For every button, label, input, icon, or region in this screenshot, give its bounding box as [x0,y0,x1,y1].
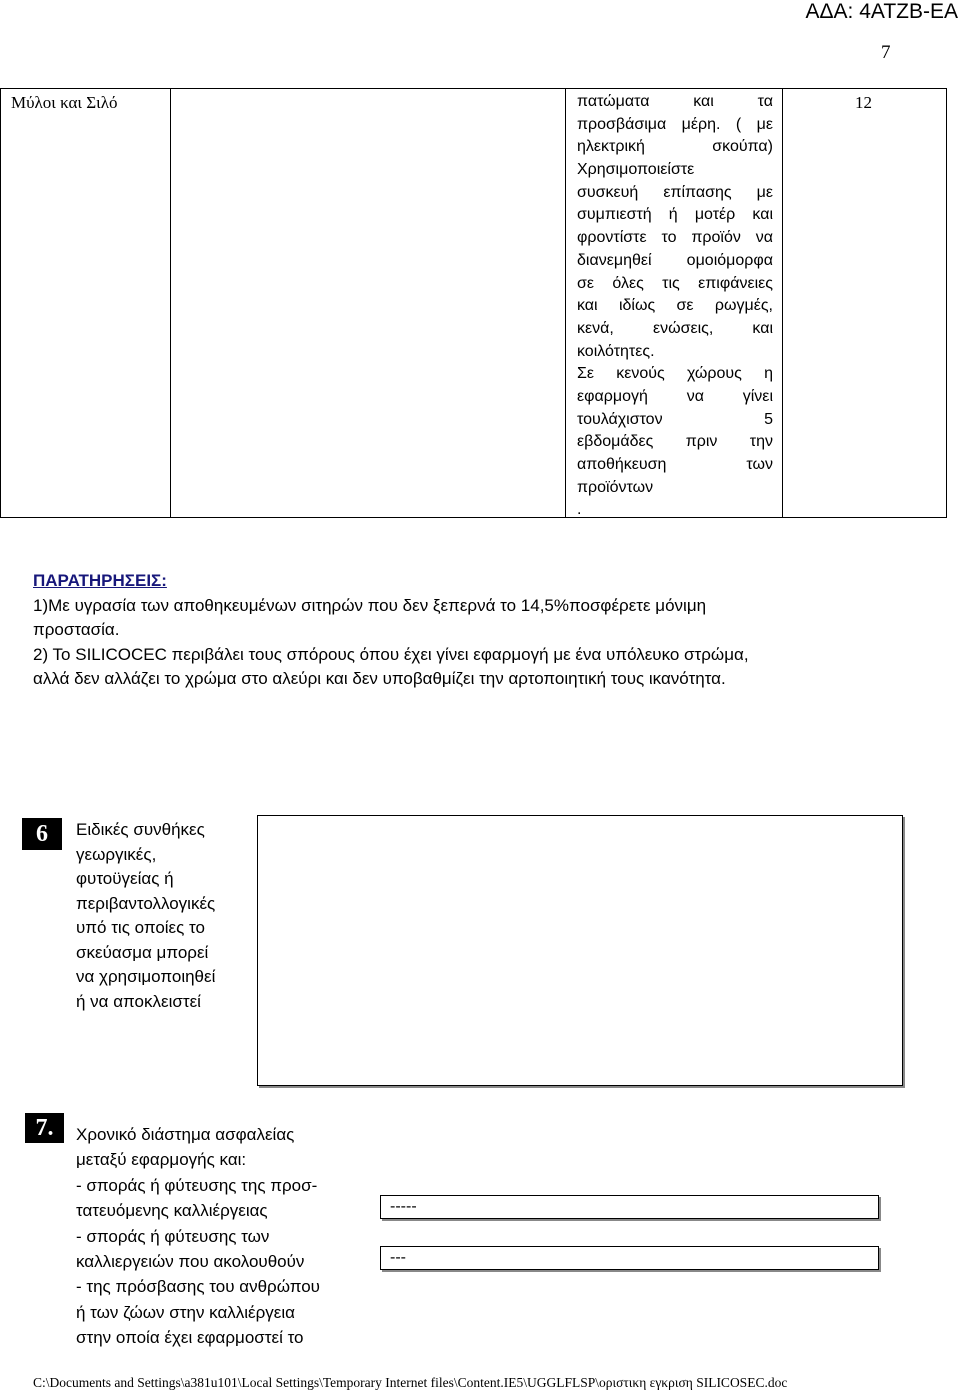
section-7-label [76,1122,376,1351]
section-6-line: φυτοϋγείας ή [76,869,174,888]
instruction-line: . [577,501,582,519]
section-6-text-box[interactable] [257,815,903,1086]
instruction-line: κοιλότητες. [577,342,655,360]
instruction-line: πατώματα και τα [577,93,773,110]
instruction-line: διανεμηθεί ομοιόμορφα [577,251,773,269]
remark-line: αλλά δεν αλλάζει το χρώμα στο αλεύρι και δεν υποβαθμίζει την αρτοποιητική τους ικανότητα. [33,669,726,688]
section-7-line: - σποράς ή φύτευσης των [76,1226,270,1246]
remarks-section [33,569,913,692]
instruction-line: εβδομάδες πριν την [577,433,773,451]
instruction-line: φροντίστε το προϊόν να [577,229,773,247]
section-7-line: Χρονικό διάστημα ασφαλείας [76,1125,295,1144]
instruction-line: και ιδίως σε ρωγμές, [577,297,773,315]
page-number: 7 [881,42,891,63]
instruction-line: σε όλες τις επιφάνειες [577,274,773,292]
section-6-number: 6 [22,818,62,850]
instruction-line: προσβάσιμα μέρη. ( με [577,115,773,133]
instruction-line: αποθήκευση των [577,456,773,473]
following-crops-interval-field[interactable]: --- [380,1246,879,1270]
instruction-line: ηλεκτρική σκούπα) [577,138,773,156]
instructions-text [577,91,773,522]
section-6-line: γεωργικές, [76,844,157,864]
table-cell-crop [0,88,170,518]
remarks-title: ΠΑΡΑΤΗΡΗΣΕΙΣ: [33,571,167,590]
section-7-line: τατευόμενης καλλιέργειας [76,1201,268,1221]
section-7-line: καλλιεργειών που ακολουθούν [76,1252,305,1272]
remark-line: 2) Το SILICOCEC περιβάλει τους σπόρους όπου έχει γίνει εφαρμογή με ένα υπόλευκο στρώμα, [33,644,749,664]
section-6-line: να χρησιμοποιηθεί [76,967,216,986]
protected-crop-interval-field[interactable]: ----- [380,1195,879,1219]
section-6-line: περιβαντολλογικές [76,893,216,913]
section-6-line: Ειδικές συνθήκες [76,820,205,839]
footer-file-path: C:\Documents and Settings\a381u101\Local Settings\Temporary Internet files\Content.IE5\UGGLFLSP\οριστικη εγκριση SILICOSEC.doc [33,1375,788,1390]
table-cell-empty [170,88,565,518]
instruction-line: τουλάχιστον 5 [577,410,773,428]
ada-code: ΑΔΑ: 4ΑΤΖΒ-ΕΑ [805,0,958,23]
instruction-line: κενά, ενώσεις, και [577,319,773,337]
instruction-line: εφαρμογή να γίνει [577,387,773,405]
instruction-line: Χρησιμοποιείστε [577,161,695,179]
section-7-line: ή των ζώων στην καλλιέργεια [76,1302,295,1322]
section-6-line: ή να αποκλειστεί [76,991,201,1011]
table-cell-interval [782,88,947,518]
crop-name: Μύλοι και Σιλό [11,93,118,112]
section-7-line: στην οποία έχει εφαρμοστεί το [76,1328,304,1348]
section-7-number: 7. [25,1113,64,1143]
section-7-line: - της πρόσβασης του ανθρώπου [76,1277,320,1297]
instruction-line: προϊόντων [577,478,654,496]
section-6-line: υπό τις οποίες το [76,918,205,937]
section-7-line: - σποράς ή φύτευσης της προσ- [76,1175,318,1195]
section-7-line: μεταξύ εφαρμογής και: [76,1150,247,1170]
remark-line: προστασία. [33,620,120,639]
usage-table-row [0,88,947,518]
section-6-line: σκεύασμα μπορεί [76,942,209,962]
interval-value: 12 [855,93,872,112]
table-cell-instructions [565,88,782,518]
instruction-line: Σε κενούς χώρους η [577,365,773,383]
remark-line: 1)Με υγρασία των αποθηκευμένων σιτηρών που δεν ξεπερνά το 14,5%ποσφέρετε μόνιμη [33,595,707,615]
instruction-line: συμπιεστή ή μοτέρ και [577,206,773,224]
instruction-line: συσκευή επίπασης με [577,183,773,201]
section-6-label [76,818,256,1014]
